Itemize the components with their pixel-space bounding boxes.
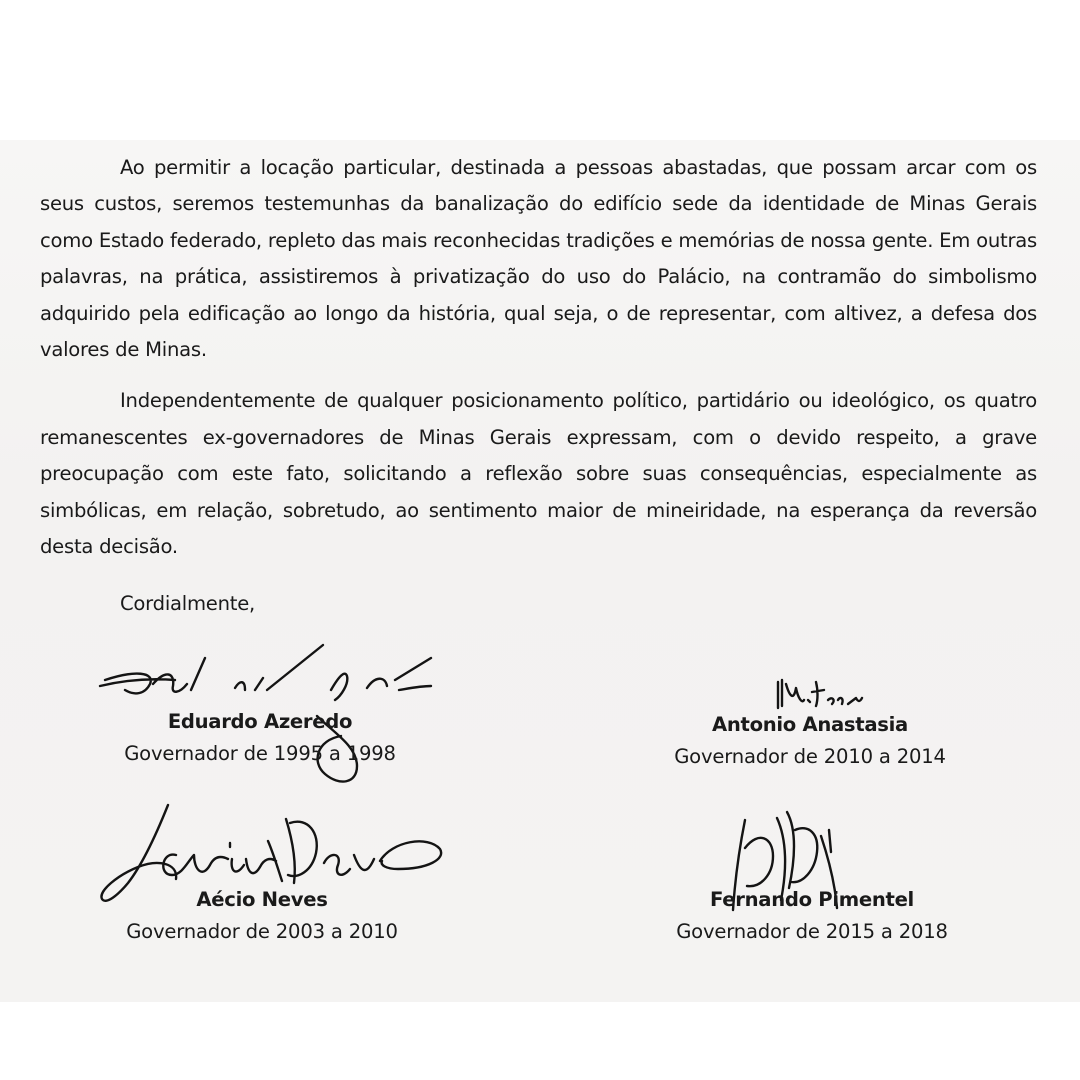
signatory-fernando-pimentel bbox=[612, 885, 1012, 949]
signatory-aecio-neves bbox=[62, 885, 462, 949]
signatory-role: Governador de 2003 a 2010 bbox=[126, 920, 398, 943]
signatory-name: Aécio Neves bbox=[196, 888, 328, 911]
signatory-name: Antonio Anastasia bbox=[712, 713, 908, 736]
signatory-role: Governador de 1995 a 1998 bbox=[124, 742, 396, 765]
paragraph-2: Independentemente de qualquer posicionamento político, partidário ou ideológico, os quatro remanescentes ex-governadores de Minas Gerais expressam, com o devido respeito, a grave preocupação com este fato, solicitando a reflexão sobre suas consequências, especialmente as simbólicas, em relação, sobretudo, ao sentimento maior de mineiridade, na esperança da reversão desta decisão. bbox=[40, 389, 1037, 559]
closing-salutation: Cordialmente, bbox=[120, 592, 255, 615]
paragraph-1: Ao permitir a locação particular, destinada a pessoas abastadas, que possam arcar com os seus custos, seremos testemunhas da banalização do edifício sede da identidade de Minas Gerais como Estado federado, repleto das mais reconhecidas tradições e memórias de nossa gente. Em outras palavras, na prática, assistiremos à privatização do uso do Palácio, na contramão do simbolismo adquirido pela edificação ao longo da história, qual seja, o de representar, com altivez, a defesa dos valores de Minas. bbox=[40, 156, 1037, 362]
signatory-role: Governador de 2010 a 2014 bbox=[674, 745, 946, 768]
signatory-eduardo-azeredo bbox=[60, 707, 460, 771]
signatory-name: Eduardo Azeredo bbox=[167, 710, 353, 733]
signatory-antonio-anastasia bbox=[610, 710, 1010, 774]
signatory-name: Fernando Pimentel bbox=[710, 888, 914, 911]
signatory-role: Governador de 2015 a 2018 bbox=[676, 920, 948, 943]
letter-body bbox=[40, 150, 1037, 565]
